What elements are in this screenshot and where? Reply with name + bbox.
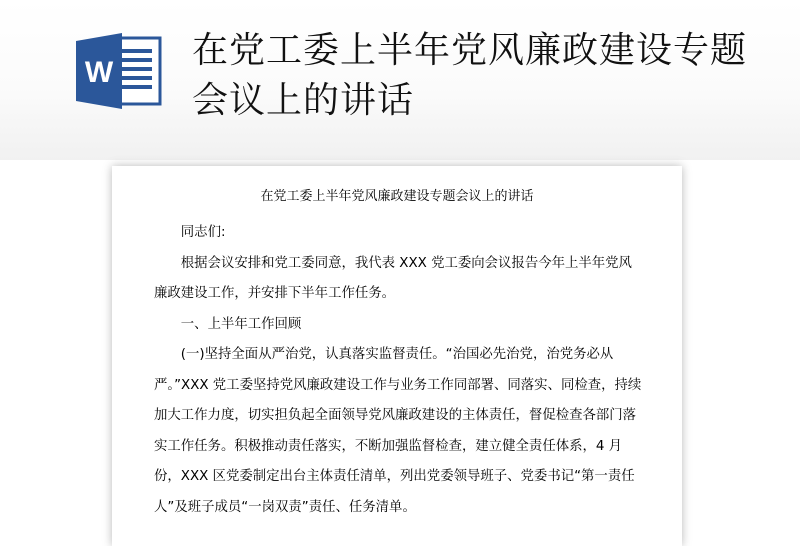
word-icon [76, 32, 166, 110]
document-title: 在党工委上半年党风廉政建设专题会议上的讲话 [260, 189, 534, 204]
paragraph-intro: 根据会议安排和党工委同意，我代表 XXX 党工委向会议报告今年上半年党风廉政建设工作，并安排下半年工作任务。 [154, 255, 632, 301]
banner-title: 在党工委上半年党风廉政建设专题会议上的讲话 [192, 30, 748, 121]
document-body [154, 218, 642, 523]
salutation: 同志们: [180, 225, 226, 240]
word-icon-letter: W [84, 56, 114, 89]
paragraph-review: (一)坚持全面从严治党，认真落实监督责任。“治国必先治党，治党务必从严。”XXX 党工委坚持党风廉政建设工作与业务工作同部署、同落实、同检查，持续加大工作力度，切实担负起全面领导党风廉政建设的主体责任，督促检查各部门落实工作任务。积极推动责任落实，不断加强监督检查，建立健全责任体系，4 月份，XXX 区党委制定出台主体责任清单，列出党委领导班子、党委书记“第一责任人”及班子成员“一岗双责”责任、任务清单。 [154, 347, 642, 515]
section-heading: 一、上半年工作回顾 [180, 316, 302, 332]
document-page [112, 166, 682, 546]
